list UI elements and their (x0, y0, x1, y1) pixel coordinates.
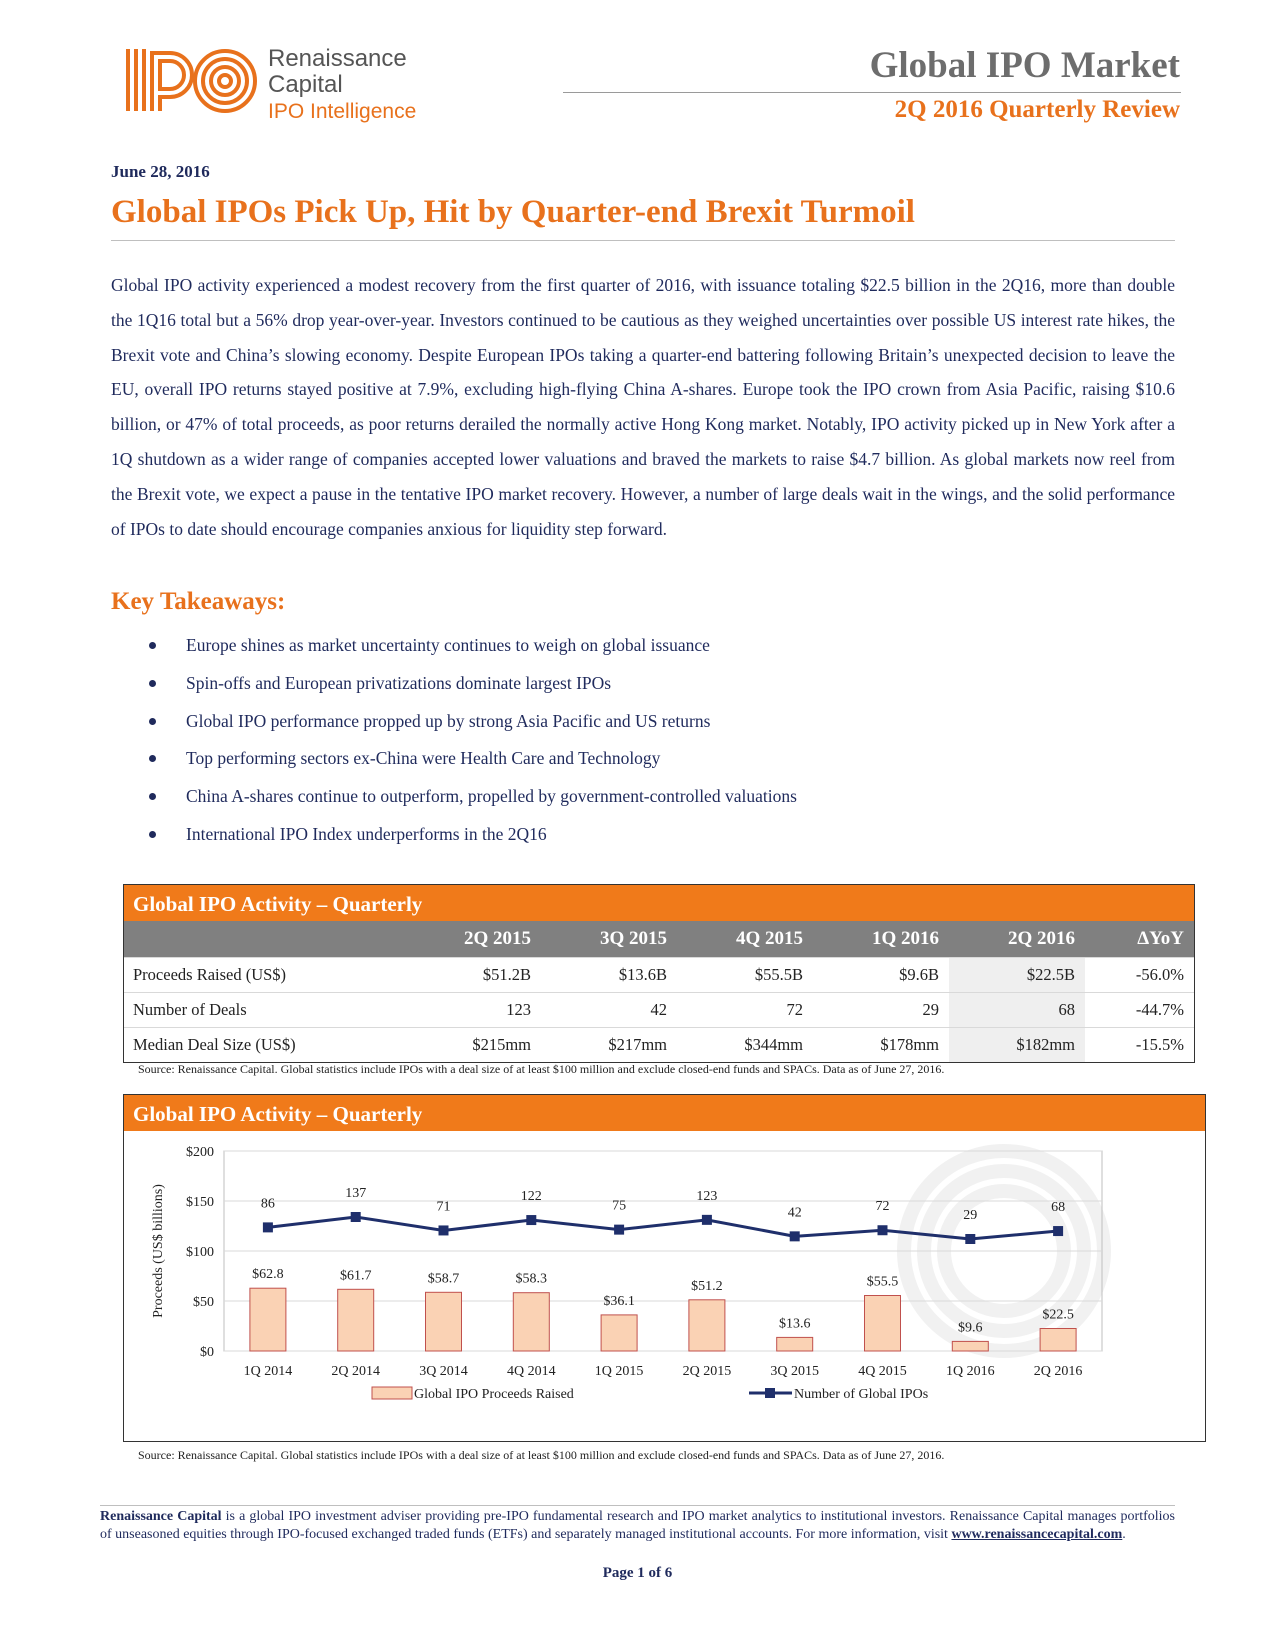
line-data-label: 71 (436, 1199, 451, 1215)
line-data-label: 122 (520, 1189, 542, 1205)
deals-marker (878, 1225, 888, 1235)
column-header: 2Q 2015 (405, 921, 541, 958)
quarterly-stats-table (123, 884, 1195, 1063)
column-header: 4Q 2015 (677, 921, 813, 958)
x-tick-label: 3Q 2014 (419, 1364, 468, 1379)
x-tick-label: 4Q 2014 (506, 1364, 556, 1379)
line-data-label: 72 (875, 1199, 890, 1215)
bullet-icon (149, 718, 156, 725)
table-source-note: Source: Renaissance Capital. Global statistics include IPOs with a deal size of at least $100 million and exclude closed-end funds and SPACs. Data as of June 27, 2016. (138, 1062, 945, 1076)
x-tick-label: 2Q 2014 (331, 1364, 381, 1379)
takeaway-item (149, 634, 1049, 672)
website-link[interactable]: www.renaissancecapital.com (951, 1527, 1123, 1542)
table-cell: $55.5B (677, 958, 813, 993)
x-tick-label: 2Q 2016 (1033, 1364, 1083, 1379)
takeaway-text: International IPO Index underperforms in the 2Q16 (186, 823, 547, 844)
deals-marker (263, 1222, 273, 1232)
y-tick-label: $150 (186, 1195, 214, 1210)
deals-marker (1053, 1226, 1063, 1236)
line-data-label: 123 (696, 1188, 718, 1204)
column-header: ΔYoY (1085, 921, 1194, 958)
header-divider (563, 92, 1181, 93)
row-label: Median Deal Size (US$) (124, 1028, 405, 1063)
table-cell: $182mm (949, 1028, 1085, 1063)
bullet-icon (149, 642, 156, 649)
proceeds-bar (250, 1288, 286, 1351)
bar-data-label: $36.1 (603, 1293, 635, 1309)
bar-data-label: $62.8 (252, 1267, 284, 1283)
y-tick-label: $100 (186, 1245, 214, 1260)
footer-divider (100, 1505, 1175, 1506)
table-cell: 72 (677, 993, 813, 1028)
chart-canvas (124, 1131, 1205, 1439)
bar-data-label: $51.2 (691, 1278, 723, 1294)
bullet-icon (149, 831, 156, 838)
takeaway-item (149, 823, 1049, 861)
report-title: Global IPO Market (869, 45, 1180, 86)
takeaway-text: Global IPO performance propped up by strong Asia Pacific and US returns (186, 710, 711, 731)
stats-table-grid (124, 921, 1194, 1062)
takeaway-text: Europe shines as market uncertainty continues to weigh on global issuance (186, 635, 710, 655)
legend-swatch-marker (765, 1388, 775, 1398)
row-label: Number of Deals (124, 993, 405, 1028)
deals-marker (526, 1215, 536, 1225)
takeaway-text: Top performing sectors ex-China were Health Care and Technology (186, 748, 661, 769)
x-tick-label: 1Q 2016 (945, 1364, 995, 1379)
table-cell: -15.5% (1085, 1028, 1194, 1063)
table-cell: $13.6B (541, 958, 677, 993)
bar-data-label: $22.5 (1042, 1307, 1074, 1323)
logo-name-line2: Capital (268, 71, 343, 98)
takeaway-item (149, 710, 1049, 748)
line-data-label: 86 (260, 1196, 275, 1212)
x-tick-label: 3Q 2015 (770, 1364, 820, 1379)
line-data-label: 42 (787, 1205, 802, 1221)
footer-disclaimer (100, 1508, 1175, 1544)
deals-marker (614, 1225, 624, 1235)
ipo-logo-mark (125, 45, 265, 125)
deals-marker (965, 1234, 975, 1244)
proceeds-bar (952, 1341, 988, 1351)
page-number: Page 1 of 6 (602, 1565, 673, 1581)
table-cell: -44.7% (1085, 993, 1194, 1028)
x-tick-label: 2Q 2015 (682, 1364, 732, 1379)
headline: Global IPOs Pick Up, Hit by Quarter-end Brexit Turmoil (111, 194, 915, 230)
legend-swatch-bar (372, 1387, 412, 1399)
legend-label: Number of Global IPOs (794, 1387, 929, 1402)
y-tick-label: $0 (200, 1345, 214, 1360)
table-cell: $344mm (677, 1028, 813, 1063)
line-data-label: 137 (345, 1186, 367, 1201)
takeaway-item (149, 672, 1049, 710)
proceeds-bar (777, 1337, 813, 1351)
column-header (124, 921, 405, 958)
bar-data-label: $55.5 (866, 1274, 899, 1290)
bar-data-label: $9.6 (958, 1320, 983, 1336)
table-cell: 42 (541, 993, 677, 1028)
key-takeaways-list (149, 634, 1049, 861)
proceeds-bar (601, 1315, 637, 1351)
bullet-icon (149, 793, 156, 800)
x-tick-label: 4Q 2015 (858, 1364, 907, 1379)
bullet-icon (149, 680, 156, 687)
table-row (124, 1028, 1194, 1063)
line-data-label: 68 (1051, 1200, 1066, 1216)
intro-paragraph: Global IPO activity experienced a modest recovery from the first quarter of 2016, with issuance totaling $22.5 billion in the 2Q16, more than double the 1Q16 total but a 56% drop year-over-year. Investors continued to be cautious as they weighed uncertainties over possible US interest rate hikes, the Brexit vote and China’s slowing economy. Despite European IPOs taking a quarter-end battering following Britain’s unexpected decision to leave the EU, overall IPO returns stayed positive at 7.9%, excluding high-flying China A-shares. Europe took the IPO crown from Asia Pacific, raising $10.6 billion, or 47% of total proceeds, as poor returns derailed the normally active Hong Kong market. Notably, IPO activity picked up in New York after a 1Q shutdown as a wider range of companies accepted lower valuations and braved the markets to raise $4.7 billion. As global markets now reel from the Brexit vote, we expect a pause in the tentative IPO market recovery. However, a number of large deals wait in the wings, and the solid performance of IPOs to date should encourage companies anxious for liquidity step forward. (111, 275, 1175, 539)
column-header: 2Q 2016 (949, 921, 1085, 958)
y-axis-label: Proceeds (US$ billions) (151, 1184, 166, 1318)
proceeds-bar (513, 1293, 549, 1351)
key-takeaways-title: Key Takeaways: (111, 588, 286, 615)
y-tick-label: $50 (193, 1295, 214, 1310)
logo-name-line1: Renaissance (268, 45, 407, 72)
table-cell: $9.6B (813, 958, 949, 993)
table-title: Global IPO Activity – Quarterly (124, 885, 1194, 921)
proceeds-bar (338, 1289, 374, 1351)
table-header-row (124, 921, 1194, 958)
proceeds-bar (865, 1296, 901, 1352)
takeaway-text: China A-shares continue to outperform, propelled by government-controlled valuations (186, 786, 797, 807)
logo-company-name (268, 46, 407, 98)
headline-divider (111, 240, 1175, 241)
takeaway-item (149, 747, 1049, 785)
report-date: June 28, 2016 (111, 162, 210, 181)
footer-text-end: . (1122, 1527, 1126, 1542)
table-cell: $178mm (813, 1028, 949, 1063)
deals-marker (790, 1231, 800, 1241)
takeaway-text: Spin-offs and European privatizations dominate largest IPOs (186, 672, 612, 693)
line-data-label: 75 (612, 1198, 627, 1214)
logo-tagline: IPO Intelligence (268, 100, 417, 123)
chart-title: Global IPO Activity – Quarterly (124, 1095, 1205, 1131)
chart-source-note: Source: Renaissance Capital. Global statistics include IPOs with a deal size of at least $100 million and exclude closed-end funds and SPACs. Data as of June 27, 2016. (138, 1448, 945, 1462)
table-row (124, 993, 1194, 1028)
report-subtitle: 2Q 2016 Quarterly Review (894, 96, 1180, 123)
footer-company: Renaissance Capital (100, 1509, 222, 1524)
bullet-icon (149, 755, 156, 762)
bar-data-label: $61.7 (339, 1268, 372, 1284)
footer-text: is a global IPO investment adviser providing pre-IPO fundamental research and IPO market analytics to institutional investors. Renaissance Capital manages portfolios of unseasoned equities through IPO-focused exchanged traded funds (ETFs) and separately managed institutional accounts. For more information, visit (100, 1509, 1175, 1542)
deals-marker (351, 1212, 361, 1222)
proceeds-bar (689, 1300, 725, 1351)
table-cell: 123 (405, 993, 541, 1028)
table-cell: $22.5B (949, 958, 1085, 993)
column-header: 3Q 2015 (541, 921, 677, 958)
proceeds-bar (426, 1292, 462, 1351)
takeaway-item (149, 785, 1049, 823)
legend-label: Global IPO Proceeds Raised (414, 1387, 574, 1402)
table-cell: $215mm (405, 1028, 541, 1063)
proceeds-bar (1040, 1329, 1076, 1352)
quarterly-activity-chart (123, 1094, 1206, 1442)
x-tick-label: 1Q 2015 (594, 1364, 644, 1379)
x-tick-label: 1Q 2014 (243, 1364, 293, 1379)
row-label: Proceeds Raised (US$) (124, 958, 405, 993)
deals-line (268, 1217, 1058, 1239)
bar-data-label: $58.3 (515, 1271, 548, 1287)
column-header: 1Q 2016 (813, 921, 949, 958)
table-cell: 68 (949, 993, 1085, 1028)
table-cell: -56.0% (1085, 958, 1194, 993)
table-cell: 29 (813, 993, 949, 1028)
bar-data-label: $58.7 (427, 1271, 460, 1287)
table-cell: $51.2B (405, 958, 541, 993)
deals-marker (439, 1225, 449, 1235)
line-data-label: 29 (963, 1208, 978, 1223)
table-cell: $217mm (541, 1028, 677, 1063)
y-tick-label: $200 (186, 1145, 214, 1160)
deals-marker (702, 1215, 712, 1225)
bar-data-label: $13.6 (778, 1316, 811, 1332)
table-row (124, 958, 1194, 993)
